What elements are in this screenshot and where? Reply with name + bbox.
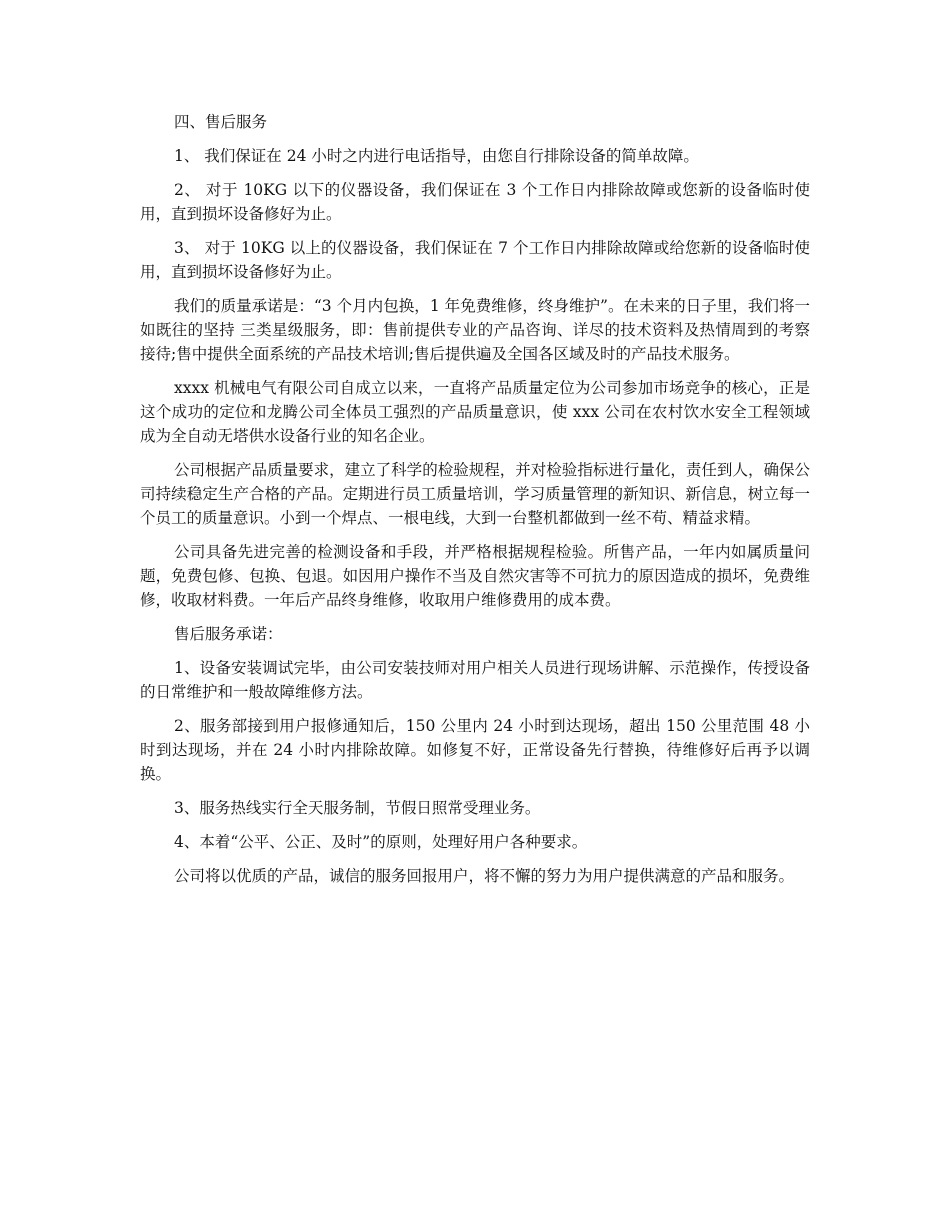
section-heading: 四、售后服务 [174, 113, 268, 131]
paragraph-commitment-2: 2、服务部接到用户报修通知后，150 公里内 24 小时到达现场，超出 150 公里范围 48 小时到达现场，并在 24 小时内排除故障。如修复不好，正常设备先行替换，待维修好后再予以调换。 [140, 717, 810, 783]
paragraph-commitment-1: 1、设备安装调试完毕，由公司安装技师对用户相关人员进行现场讲解、示范操作，传授设备的日常维护和一般故障维修方法。 [140, 659, 810, 701]
paragraph-equipment-warranty: 公司具备先进完善的检测设备和手段，并严格根据规程检验。所售产品，一年内如属质量问题，免费包修、包换、包退。如因用户操作不当及自然灾害等不可抗力的原因造成的损坏，免费维修，收取材料费。一年后产品终身维修，收取用户维修费用的成本费。 [140, 543, 810, 609]
paragraph-company-intro: xxxx 机械电气有限公司自成立以来，一直将产品质量定位为公司参加市场竞争的核心，正是这个成功的定位和龙腾公司全体员工强烈的产品质量意识，使 xxx 公司在农村饮水安全工程领域成为全自动无塔供水设备行业的知名企业。 [140, 379, 810, 445]
paragraph-commitment-3: 3、服务热线实行全天服务制，节假日照常受理业务。 [174, 799, 541, 817]
paragraph-service-commitment-title: 售后服务承诺： [174, 625, 283, 643]
paragraph-quality-promise: 我们的质量承诺是：“3 个月内包换，1 年免费维修，终身维护”。在未来的日子里，我们将一如既往的坚持 三类星级服务，即：售前提供专业的产品咨询、详尽的技术资料及热情周到的考察接待;售中提供全面系统的产品技术培训;售后提供遍及全国各区域及时的产品技术服务。 [140, 297, 810, 363]
paragraph-above-10kg: 3、 对于 10KG 以上的仪器设备，我们保证在 7 个工作日内排除故障或给您新的设备临时使用，直到损坏设备修好为止。 [140, 239, 810, 281]
paragraph-commitment-4: 4、本着“公平、公正、及时”的原则，处理好用户各种要求。 [174, 833, 588, 851]
paragraph-closing: 公司将以优质的产品，诚信的服务回报用户，将不懈的努力为用户提供满意的产品和服务。 [174, 867, 795, 885]
paragraph-below-10kg: 2、 对于 10KG 以下的仪器设备，我们保证在 3 个工作日内排除故障或您新的设备临时使用，直到损坏设备修好为止。 [140, 181, 810, 223]
document-page [140, 110, 810, 898]
paragraph-inspection: 公司根据产品质量要求，建立了科学的检验规程，并对检验指标进行量化，责任到人，确保公司持续稳定生产合格的产品。定期进行员工质量培训，学习质量管理的新知识、新信息，树立每一个员工的质量意识。小到一个焊点、一根电线，大到一台整机都做到一丝不苟、精益求精。 [140, 461, 810, 527]
paragraph-guarantee-24h: 1、 我们保证在 24 小时之内进行电话指导，由您自行排除设备的简单故障。 [174, 147, 699, 165]
